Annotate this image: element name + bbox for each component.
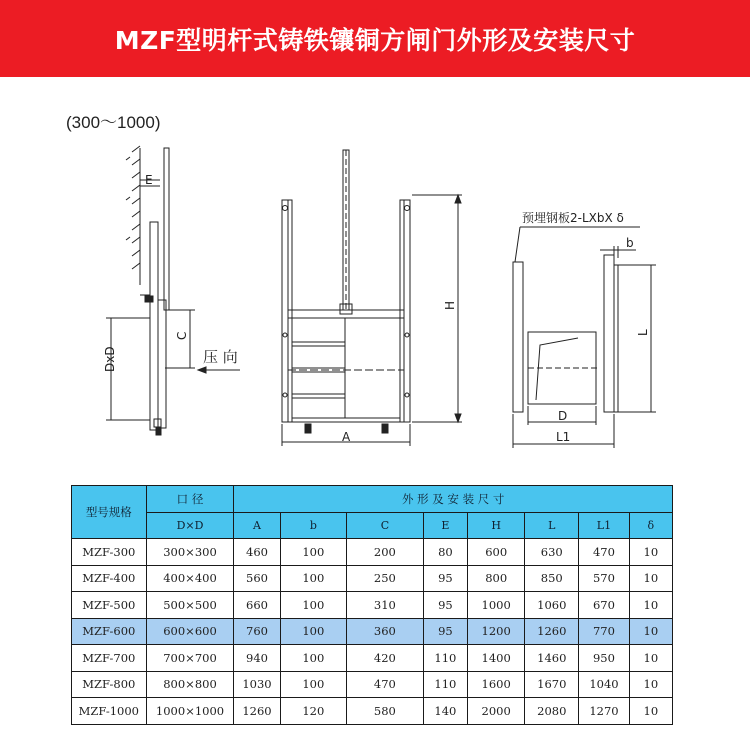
table-cell: MZF-300 [72, 539, 147, 566]
table-row [72, 592, 673, 619]
table-cell: 850 [525, 565, 579, 592]
table-cell: 10 [629, 539, 672, 566]
table-cell: 120 [280, 698, 346, 725]
table-cell: 460 [234, 539, 280, 566]
table-cell: 400×400 [146, 565, 234, 592]
table-cell: 660 [234, 592, 280, 619]
table-cell: 1270 [579, 698, 629, 725]
table-cell: MZF-800 [72, 671, 147, 698]
side-section-view [106, 146, 240, 435]
table-cell: 1000×1000 [146, 698, 234, 725]
caliber-header: 口 径 [146, 486, 234, 513]
table-cell: 700×700 [146, 645, 234, 672]
label-C: C [175, 331, 189, 340]
table-cell: MZF-600 [72, 618, 147, 645]
model-header: 型号规格 [72, 486, 147, 539]
table-cell: 10 [629, 645, 672, 672]
table-row-highlighted [72, 618, 673, 645]
table-cell: 1400 [468, 645, 525, 672]
table-cell: 1000 [468, 592, 525, 619]
table-cell: 420 [347, 645, 424, 672]
table-cell: 580 [347, 698, 424, 725]
dimension-table [71, 485, 673, 725]
table-cell: MZF-400 [72, 565, 147, 592]
page-title: MZF型明杆式铸铁镶铜方闸门外形及安装尺寸 [114, 25, 636, 55]
table-cell: 360 [347, 618, 424, 645]
table-cell: 2000 [468, 698, 525, 725]
table-cell: 760 [234, 618, 280, 645]
table-cell: 10 [629, 592, 672, 619]
table-cell: 1260 [525, 618, 579, 645]
col-header: H [468, 512, 525, 539]
table-cell: 1600 [468, 671, 525, 698]
table-cell: 100 [280, 565, 346, 592]
table-cell: 570 [579, 565, 629, 592]
label-A: A [342, 430, 351, 444]
table-cell: 250 [347, 565, 424, 592]
table-cell: 140 [423, 698, 467, 725]
table-cell: 300×300 [146, 539, 234, 566]
label-pressure-direction: 压 向 [203, 348, 238, 366]
table-cell: 80 [423, 539, 467, 566]
col-header: C [347, 512, 424, 539]
table-cell: 10 [629, 698, 672, 725]
embedded-plate-view [513, 227, 656, 448]
table-row [72, 565, 673, 592]
table-cell: 100 [280, 671, 346, 698]
table-row [72, 698, 673, 725]
table-cell: 95 [423, 592, 467, 619]
table-cell: 500×500 [146, 592, 234, 619]
label-DxD: DxD [103, 346, 117, 372]
col-header: A [234, 512, 280, 539]
label-E: E [145, 173, 153, 187]
table-cell: 200 [347, 539, 424, 566]
table-cell: 1040 [579, 671, 629, 698]
table-cell: 630 [525, 539, 579, 566]
label-D: D [558, 409, 568, 423]
table-cell: 100 [280, 645, 346, 672]
table-cell: 10 [629, 618, 672, 645]
table-cell: 800×800 [146, 671, 234, 698]
col-header: δ [629, 512, 672, 539]
table-row [72, 645, 673, 672]
table-cell: 470 [347, 671, 424, 698]
table-cell: 600×600 [146, 618, 234, 645]
table-cell: 770 [579, 618, 629, 645]
table-cell: 10 [629, 565, 672, 592]
table-cell: 1670 [525, 671, 579, 698]
table-cell: MZF-500 [72, 592, 147, 619]
table-subheader-row [72, 512, 673, 539]
label-b: b [626, 236, 634, 250]
gate-drawing [0, 135, 750, 455]
table-cell: 110 [423, 645, 467, 672]
col-header: b [280, 512, 346, 539]
col-header: L [525, 512, 579, 539]
col-header: E [423, 512, 467, 539]
table-cell: 670 [579, 592, 629, 619]
table-cell: 95 [423, 618, 467, 645]
table-cell: 310 [347, 592, 424, 619]
table-cell: 100 [280, 618, 346, 645]
table-cell: 1200 [468, 618, 525, 645]
table-cell: 800 [468, 565, 525, 592]
table-cell: 10 [629, 671, 672, 698]
table-cell: 100 [280, 592, 346, 619]
front-view [282, 150, 462, 446]
table-cell: 940 [234, 645, 280, 672]
table-header-row [72, 486, 673, 513]
dims-header: 外 形 及 安 装 尺 寸 [234, 486, 673, 513]
table-cell: 950 [579, 645, 629, 672]
table-row [72, 539, 673, 566]
table-cell: 100 [280, 539, 346, 566]
table-cell: 560 [234, 565, 280, 592]
table-cell: MZF-1000 [72, 698, 147, 725]
label-H: H [443, 300, 457, 310]
col-header: D×D [146, 512, 234, 539]
table-cell: 470 [579, 539, 629, 566]
size-range-label: (300～1000) [66, 113, 161, 132]
label-embedded-plate: 预埋钢板2-LXbX δ [522, 211, 624, 225]
table-cell: 2080 [525, 698, 579, 725]
label-L1: L1 [556, 430, 571, 444]
table-cell: 1060 [525, 592, 579, 619]
table-cell: MZF-700 [72, 645, 147, 672]
table-cell: 1030 [234, 671, 280, 698]
table-cell: 1260 [234, 698, 280, 725]
table-cell: 1460 [525, 645, 579, 672]
title-banner [0, 0, 750, 77]
label-L: L [636, 329, 650, 336]
table-cell: 95 [423, 565, 467, 592]
col-header: L1 [579, 512, 629, 539]
table-cell: 110 [423, 671, 467, 698]
table-cell: 600 [468, 539, 525, 566]
table-row [72, 671, 673, 698]
